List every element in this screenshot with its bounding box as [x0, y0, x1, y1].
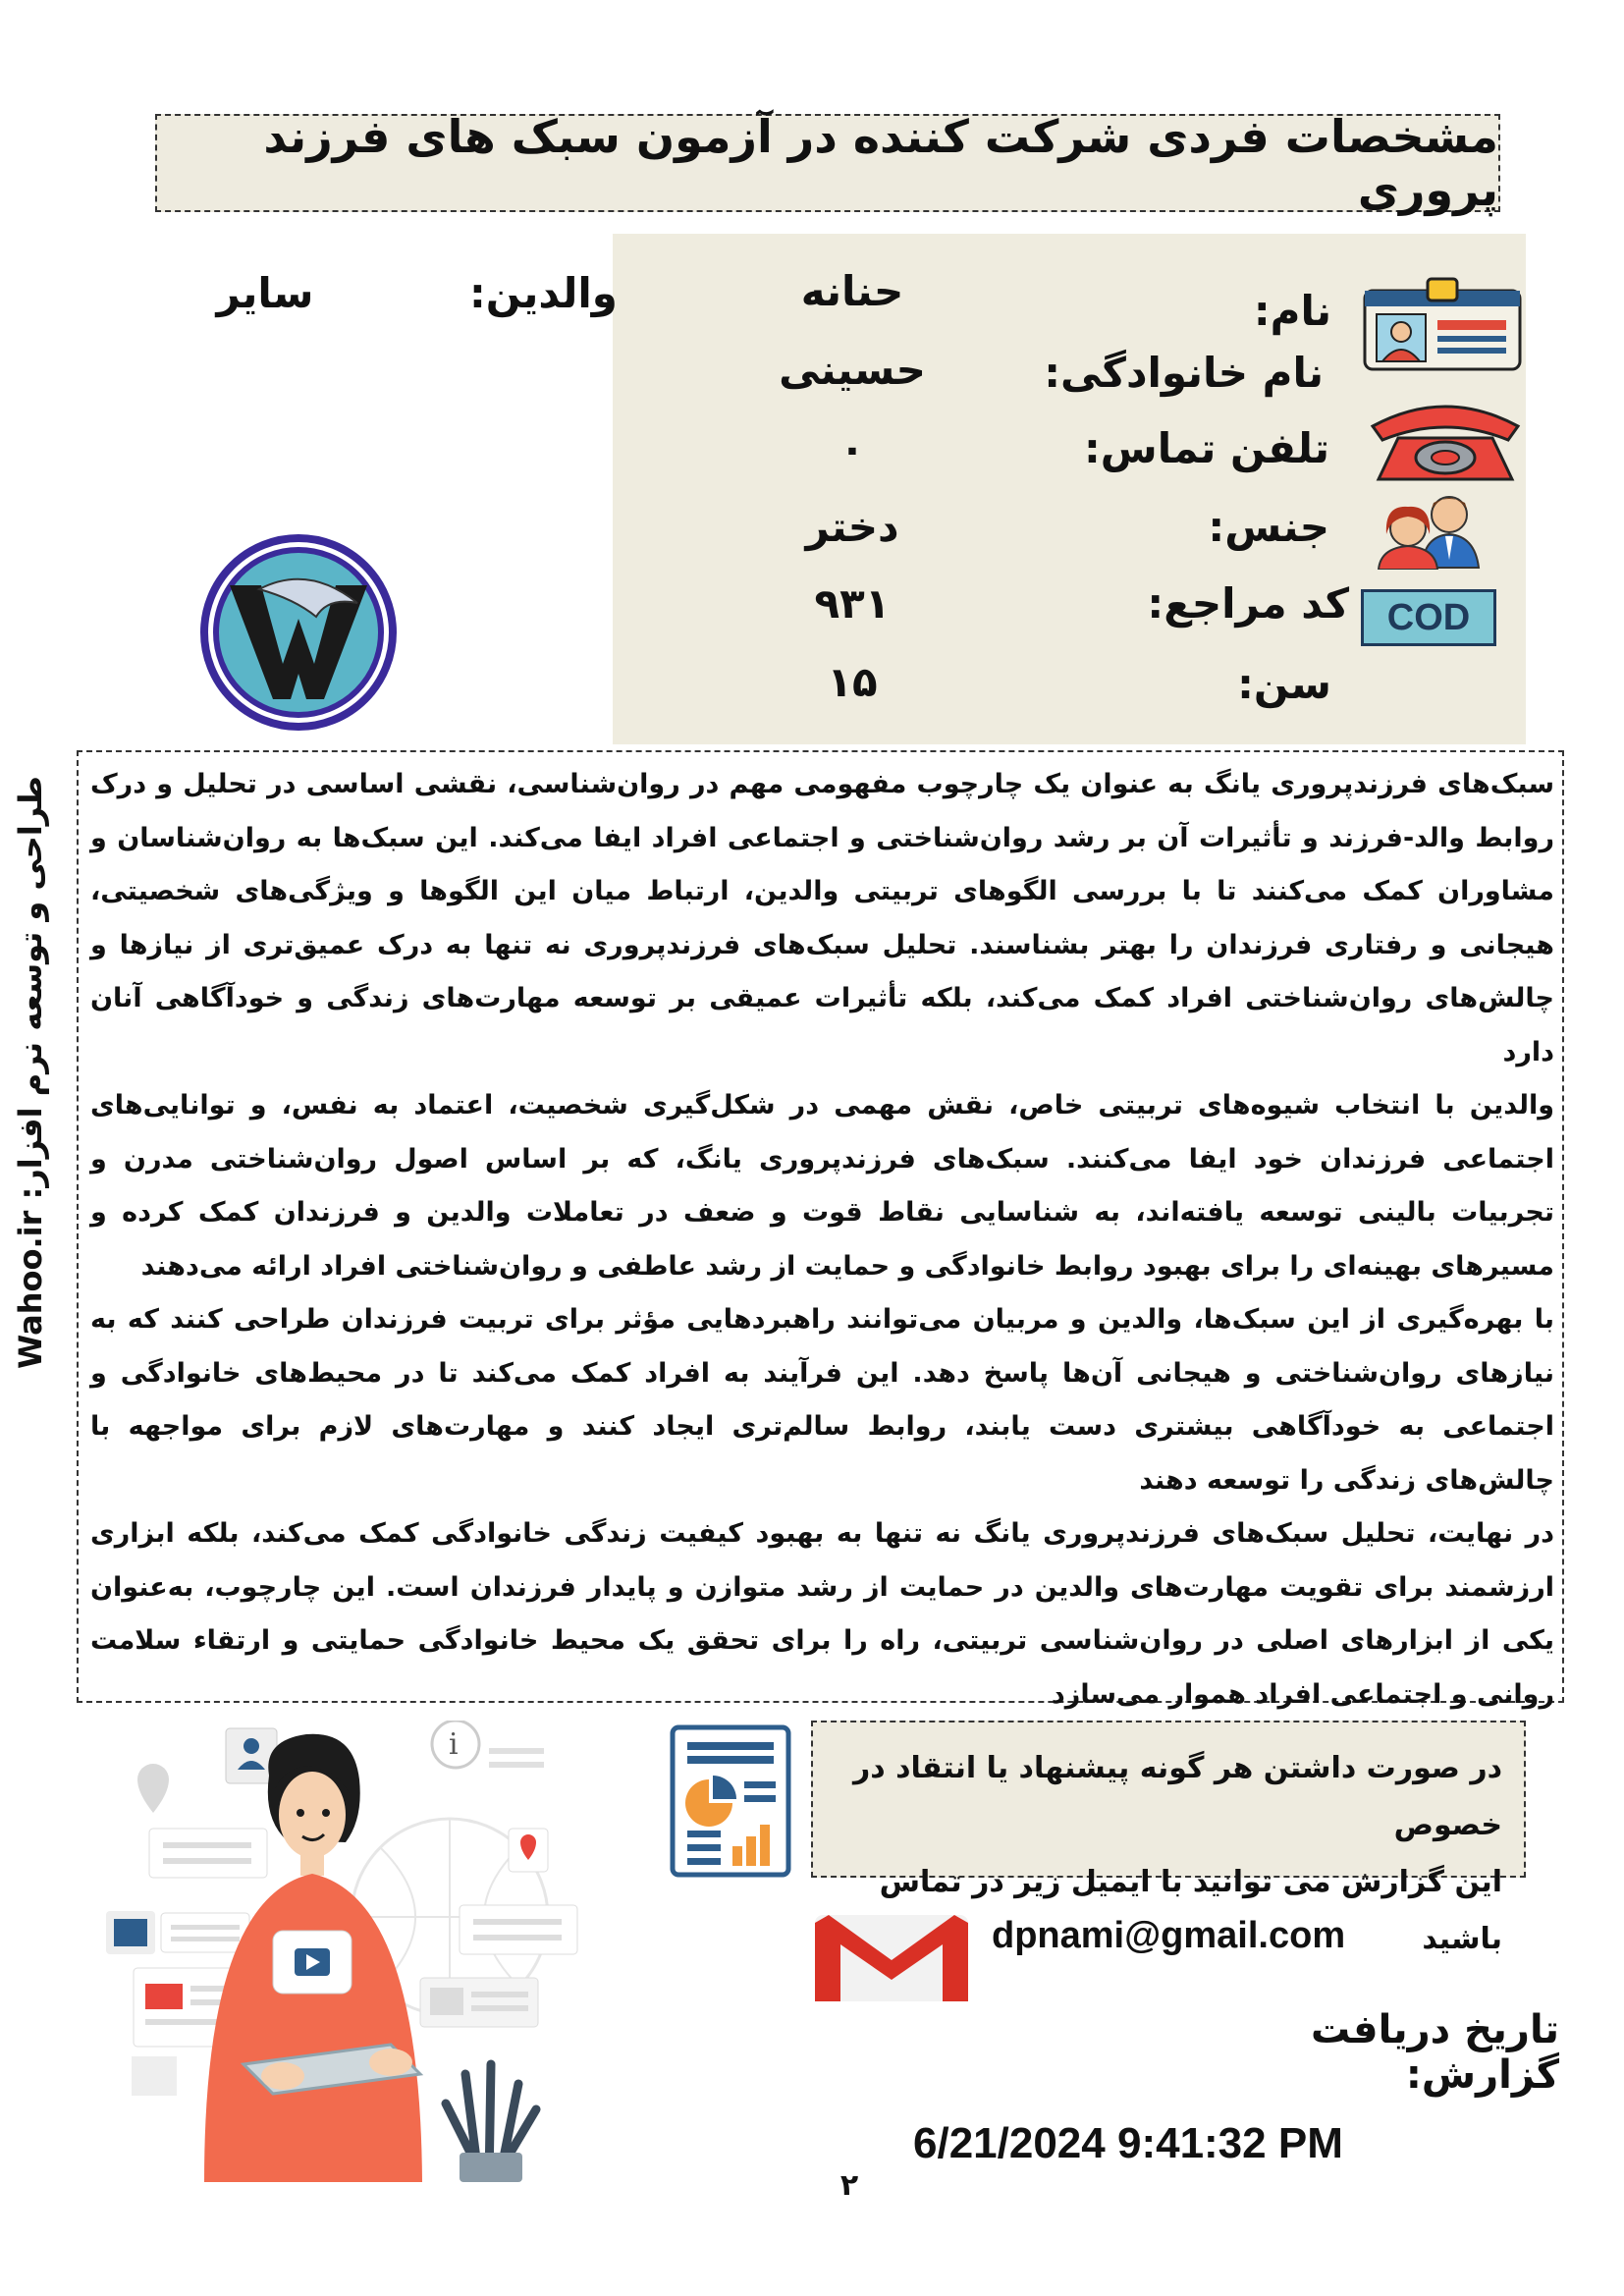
cod-icon-text: COD [1386, 596, 1471, 638]
family-label: نام خانوادگی: [1044, 349, 1324, 397]
gender-label: جنس: [1208, 503, 1329, 551]
family-value: حسینی [779, 346, 926, 394]
gender-value: دختر [805, 503, 899, 551]
page-number: ۲ [839, 2168, 859, 2203]
cod-icon [1361, 589, 1496, 646]
name-value: حنانه [800, 267, 904, 315]
phone-value: ۰ [839, 424, 865, 472]
title-banner [155, 110, 1500, 216]
name-label: نام: [1253, 287, 1331, 335]
description-paragraph: در نهایت، تحلیل سبک‌های فرزندپروری یانگ نه تنها به بهبود کیفیت زندگی خانوادگی کمک می‌کند، بلکه ابزاری ارزشمند برای تقویت مهارت‌های والدین در حمایت از رشد متوازن و پایدار فرزندان است. این چارچوب، به‌عنوان یکی از ابزارهای اصلی در روان‌شناسی تربیتی، راه را برای تحقق یک محیط خانوادگی حمایتی و ارتقاء سلامت روانی و اجتماعی افراد هموار می‌سازد [90, 1518, 1554, 1710]
age-value: ۱۵ [827, 658, 878, 706]
description-box [77, 750, 1564, 1710]
description-paragraph: با بهره‌گیری از این سبک‌ها، والدین و مربیان می‌توانند راهبردهایی مؤثر برای تربیت فرزندان طراحی کنند که به نیازهای روان‌شناختی و هیجانی آن‌ها پاسخ دهد. این فرآیند به افراد کمک می‌کند تا در محیط‌های خانوادگی و اجتماعی به خودآگاهی بیشتری دست یابند، روابط سالم‌تری ایجاد کنند و مهارت‌های لازم برای مواجهه با چالش‌های زندگی را توسعه دهند [90, 1304, 1554, 1496]
svg-text:i: i [449, 1727, 459, 1762]
person-social-media-illustration [96, 1721, 652, 2182]
contact-email[interactable]: dpnami@gmail.com [992, 1915, 1346, 1956]
parents-value: سایر [216, 269, 314, 317]
id-card-icon [1363, 277, 1524, 371]
feedback-line-1: در صورت داشتن هر گونه پیشنهاد یا انتقاد در خصوص [852, 1751, 1502, 1842]
code-value: ۹۳۱ [814, 579, 891, 628]
report-date-value: 6/21/2024 9:41:32 PM [913, 2119, 1343, 2167]
report-chart-icon [670, 1724, 791, 1878]
report-date-label: تاریخ دریافت گزارش: [1311, 2007, 1559, 2098]
phone-label: تلفن تماس: [1083, 424, 1329, 472]
description-paragraph: والدین با انتخاب شیوه‌های تربیتی خاص، نقش مهمی در شکل‌گیری شخصیت، اعتماد به نفس، و توانایی‌های اجتماعی فرزندان خود ایفا می‌کنند. سبک‌های فرزندپروری یانگ، که بر اساس اصول روان‌شناختی مدرن و تجربیات بالینی توسعه یافته‌اند، به شناسایی نقاط قوت و ضعف در تعاملات والدین و فرزندان کمک کرده و مسیرهای بهینه‌ای را برای بهبود روابط خانوادگی و حمایت از رشد عاطفی و روان‌شناختی افراد ارائه می‌دهند [90, 1090, 1554, 1282]
users-gender-icon [1367, 491, 1489, 570]
developer-credit: طراحی و توسعه نرم افزار: Wahoo.ir [12, 776, 49, 1369]
code-label: کد مراجع: [1147, 579, 1349, 628]
description-paragraph: سبک‌های فرزندپروری یانگ به عنوان یک چارچوب مفهومی مهم در روان‌شناسی، نقشی اساسی در تحلیل و درک روابط والد-فرزند و تأثیرات آن بر رشد روان‌شناختی و اجتماعی افراد ایفا می‌کند. این سبک‌ها به روان‌شناسان و مشاوران کمک می‌کنند تا با بررسی الگوهای تربیتی والدین، ارتباط میان این الگوها و ویژگی‌های شخصیتی، هیجانی و رفتاری فرزندان را بهتر بشناسند. تحلیل سبک‌های فرزندپروری نه تنها به درک عمیق‌تری از نیازها و چالش‌های روان‌شناختی افراد کمک می‌کند، بلکه تأثیرات عمیقی بر توسعه مهارت‌های زندگی و خودآگاهی آنان دارد [90, 769, 1554, 1067]
feedback-line-2: این گزارش می توانید با ایمیل زیر در تماس باشید [879, 1865, 1502, 1956]
parents-label: والدین: [469, 269, 618, 317]
gmail-icon [811, 1911, 972, 2005]
age-label: سن: [1237, 660, 1331, 708]
wahoo-logo-icon [200, 534, 397, 731]
phone-icon [1365, 397, 1526, 485]
page-title: مشخصات فردی شرکت کننده در آزمون سبک های فرزند پروری [263, 110, 1498, 216]
